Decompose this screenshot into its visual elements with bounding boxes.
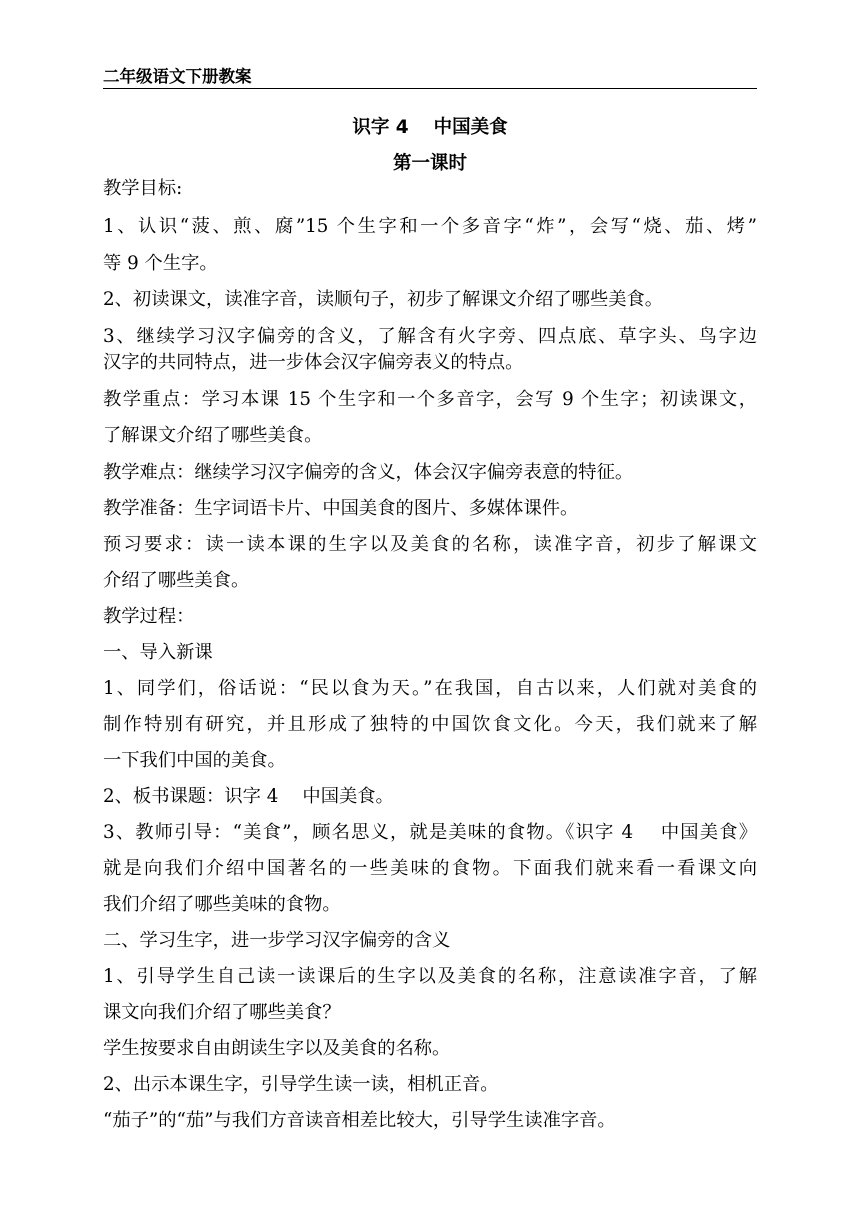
body-line: 预习要求：读一读本课的生字以及美食的名称，读准字音，初步了解课文 bbox=[103, 534, 757, 555]
body-line: 等 9 个生字。 bbox=[103, 253, 218, 274]
body-line: 2、板书课题：识字 4 中国美食。 bbox=[103, 786, 394, 807]
body-line: 学生按要求自由朗读生字以及美食的名称。 bbox=[103, 1038, 451, 1059]
lesson-subtitle: 第一课时 bbox=[392, 153, 467, 174]
lesson-title: 识字 4 中国美食 bbox=[352, 117, 508, 138]
body-line: 3、继续学习汉字偏旁的含义，了解含有火字旁、四点底、草字头、鸟字边 bbox=[103, 326, 757, 347]
body-line: 教学目标: bbox=[103, 178, 183, 199]
body-line: 一、导入新课 bbox=[103, 642, 213, 663]
body-line: 教学重点：学习本课 15 个生字和一个多音字，会写 9 个生字；初读课文， bbox=[103, 389, 757, 410]
body-line: 2、出示本课生字，引导学生读一读，相机正音。 bbox=[103, 1074, 499, 1095]
body-line: 课文向我们介绍了哪些美食？ bbox=[103, 1002, 341, 1023]
header-title: 二年级语文下册教案 bbox=[103, 67, 252, 86]
body-line: 了解课文介绍了哪些美食。 bbox=[103, 425, 323, 446]
body-line: 教学过程： bbox=[103, 606, 195, 627]
body-line: 教学准备：生字词语卡片、中国美食的图片、多媒体课件。 bbox=[103, 498, 579, 519]
body-line: 1、引导学生自己读一读课后的生字以及美食的名称，注意读准字音，了解 bbox=[103, 966, 757, 987]
body-line: 汉字的共同特点，进一步体会汉字偏旁表义的特点。 bbox=[103, 352, 524, 373]
page-header bbox=[103, 62, 757, 89]
body-line: 制作特别有研究，并且形成了独特的中国饮食文化。今天，我们就来了解 bbox=[103, 714, 757, 735]
body-line: 我们介绍了哪些美味的食物。 bbox=[103, 894, 341, 915]
body-line: 2、初读课文，读准字音，读顺句子，初步了解课文介绍了哪些美食。 bbox=[103, 289, 664, 310]
body-line: 一下我们中国的美食。 bbox=[103, 750, 286, 771]
body-line: 3、教师引导：“美食”，顾名思义，就是美味的食物。《识字 4 中国美食》 bbox=[103, 822, 757, 843]
body-line: 教学难点：继续学习汉字偏旁的含义，体会汉字偏旁表意的特征。 bbox=[103, 462, 634, 483]
body-line: 就是向我们介绍中国著名的一些美味的食物。下面我们就来看一看课文向 bbox=[103, 858, 757, 879]
body-line: 介绍了哪些美食。 bbox=[103, 570, 250, 591]
body-line: “茄子”的“茄”与我们方音读音相差比较大，引导学生读准字音。 bbox=[103, 1110, 616, 1131]
body-line: 1、同学们，俗话说：“民以食为天。”在我国，自古以来，人们就对美食的 bbox=[103, 678, 757, 699]
body-line: 二、学习生字，进一步学习汉字偏旁的含义 bbox=[103, 930, 451, 951]
body-line: 1、认识“菠、煎、腐”15 个生字和一个多音字“炸”，会写“烧、茄、烤” bbox=[103, 216, 757, 237]
